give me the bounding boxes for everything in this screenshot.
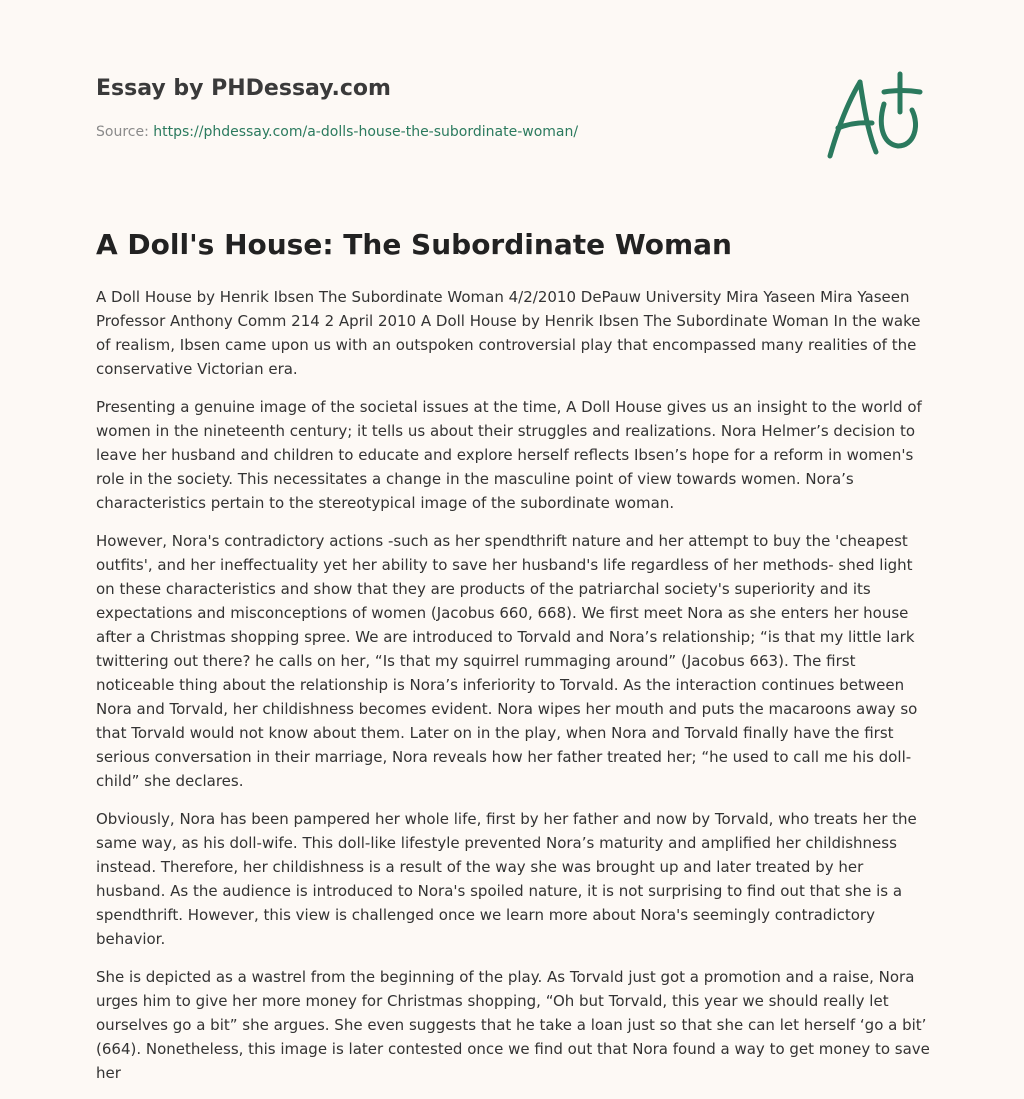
source-link[interactable]: https://phdessay.com/a-dolls-house-the-subordinate-woman/ <box>153 124 579 140</box>
paragraph: However, Nora's contradictory actions -such as her spendthrift nature and her attempt to buy the 'cheapest outfits', and her ineffectuality yet her ability to save her husband's life regardless of her methods- shed light on these characteristics and show that they are products of the patriarchal society's superiority and its expectations and misconceptions of women (Jacobus 660, 668). We first meet Nora as she enters her house after a Christmas shopping spree. We are introduced to Torvald and Nora’s relationship; “is that my little lark twittering out there? he calls on her, “Is that my squirrel rummaging around” (Jacobus 663). The first noticeable thing about the relationship is Nora’s inferiority to Torvald. As the interaction continues between Nora and Torvald, her childishness becomes evident. Nora wipes her mouth and puts the macaroons away so that Torvald would not know about them. Later on in the play, when Nora and Torvald finally have the first serious conversation in their marriage, Nora reveals how her father treated her; “he used to call me his doll-child” she declares. <box>96 532 918 790</box>
paragraph: Presenting a genuine image of the societal issues at the time, A Doll House gives us an insight to the world of women in the nineteenth century; it tells us about their struggles and realizations. Nora Helmer’s decision to leave her husband and children to educate and explore herself reflects Ibsen’s hope for a reform in women's role in the society. This necessitates a change in the masculine point of view towards women. Nora’s characteristics pertain to the stereotypical image of the subordinate woman. <box>96 398 922 512</box>
article-body <box>96 285 930 1099</box>
source-line <box>96 124 578 140</box>
brand-heading: Essay by PHDessay.com <box>96 76 391 101</box>
paragraph: Obviously, Nora has been pampered her whole life, first by her father and now by Torvald, who treats her the same way, as his doll-wife. This doll-like lifestyle prevented Nora’s maturity and amplified her childishness instead. Therefore, her childishness is a result of the way she was brought up and later treated by her husband. As the audience is introduced to Nora's spoiled nature, it is not surprising to find out that she is a spendthrift. However, this view is challenged once we learn more about Nora's seemingly contradictory behavior. <box>96 810 917 948</box>
paragraph: A Doll House by Henrik Ibsen The Subordinate Woman 4/2/2010 DePauw University Mira Yaseen Mira Yaseen Professor Anthony Comm 214 2 April 2010 A Doll House by Henrik Ibsen The Subordinate Woman In the wake of realism, Ibsen came upon us with an outspoken controversial play that encompassed many realities of the conservative Victorian era. <box>96 288 921 378</box>
source-label: Source: <box>96 124 149 140</box>
paragraph: She is depicted as a wastrel from the beginning of the play. As Torvald just got a promotion and a raise, Nora urges him to give her more money for Christmas shopping, “Oh but Torvald, this year we should really let ourselves go a bit” she argues. She even suggests that he take a loan just so that she can let herself ‘go a bit’ (664). Nonetheless, this image is later contested once we find out that Nora found a way to get money to save her <box>96 968 930 1082</box>
a-plus-logo-icon <box>820 68 930 164</box>
page-title: A Doll's House: The Subordinate Woman <box>96 228 732 261</box>
